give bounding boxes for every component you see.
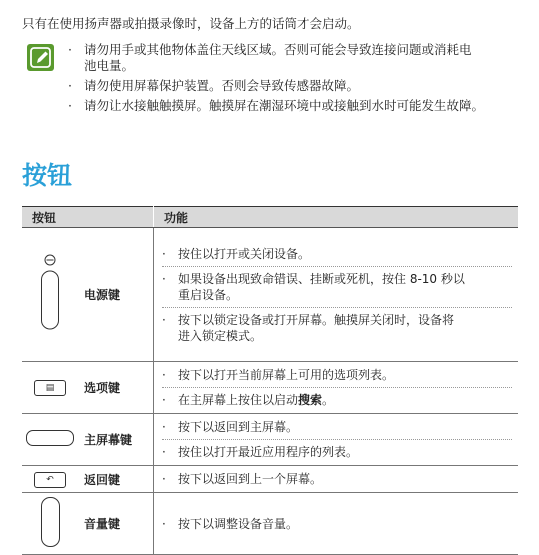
function-text: 在主屏幕上按住以启动	[178, 393, 299, 407]
bullet: ·	[68, 98, 72, 113]
function-item	[162, 439, 512, 460]
key-name: 电源键	[78, 228, 154, 362]
column-header-function: 功能	[154, 207, 519, 228]
key-name: 主屏幕键	[78, 414, 154, 466]
note-text-cont: 池电量。	[84, 58, 135, 73]
key-name: 选项键	[78, 362, 154, 414]
notes-list	[68, 42, 528, 118]
back-key-icon: ↶	[22, 466, 78, 493]
function-text: 按住以打开或关闭设备。	[178, 246, 311, 261]
function-text: 按下以打开当前屏幕上可用的选项列表。	[178, 368, 395, 382]
function-item	[162, 419, 512, 435]
bullet: ·	[162, 271, 166, 286]
table-row	[22, 362, 518, 414]
bullet: ·	[162, 246, 166, 261]
column-header-button: 按钮	[22, 207, 154, 228]
function-item	[162, 307, 512, 344]
power-key-icon	[22, 228, 78, 362]
function-item	[162, 246, 512, 262]
function-text-cont: 进入锁定模式。	[178, 328, 263, 343]
bullet: ·	[68, 78, 72, 93]
bullet: ·	[162, 516, 166, 531]
function-item	[162, 266, 512, 303]
function-text: 按下以锁定设备或打开屏幕。触摸屏关闭时，设备将	[178, 312, 455, 327]
key-name: 音量键	[78, 493, 154, 555]
function-text: 按下以返回到主屏幕。	[178, 420, 299, 434]
function-item	[162, 367, 512, 383]
bullet: ·	[162, 393, 166, 407]
function-cell	[154, 228, 519, 362]
buttons-table	[22, 206, 518, 555]
function-text: 按下以返回到上一个屏幕。	[178, 472, 323, 486]
function-item	[162, 516, 512, 532]
function-item	[162, 387, 512, 408]
table-row	[22, 414, 518, 466]
bullet: ·	[162, 368, 166, 382]
function-text: 按下以调整设备音量。	[178, 516, 299, 531]
function-cell	[154, 493, 519, 555]
table-header-row	[22, 207, 518, 228]
note-item	[68, 42, 528, 74]
home-key-icon	[22, 414, 78, 466]
pencil-note-icon	[27, 44, 54, 71]
note-item	[68, 78, 528, 94]
function-text-end: 。	[322, 393, 335, 407]
bullet: ·	[162, 472, 166, 486]
function-text: 如果设备出现致命错误、挂断或死机，按住 8-10 秒以	[178, 271, 465, 286]
function-cell	[154, 414, 519, 466]
table-row	[22, 228, 518, 362]
bullet: ·	[162, 445, 166, 459]
function-text: 按住以打开最近应用程序的列表。	[178, 445, 359, 459]
section-heading: 按钮	[22, 161, 73, 190]
key-name: 返回键	[78, 466, 154, 493]
function-text-cont: 重启设备。	[178, 287, 239, 302]
search-keyword: 搜索	[298, 393, 323, 407]
note-item	[68, 98, 528, 114]
bullet: ·	[162, 420, 166, 434]
table-row	[22, 466, 518, 493]
function-cell	[154, 466, 519, 493]
function-item	[162, 471, 512, 487]
intro-text: 只有在使用扬声器或拍摄录像时，设备上方的话筒才会启动。	[22, 16, 360, 31]
volume-key-icon	[22, 493, 78, 555]
function-cell	[154, 362, 519, 414]
menu-key-icon: ▤	[22, 362, 78, 414]
bullet: ·	[162, 312, 166, 327]
note-text: 请勿使用屏幕保护装置。否则会导致传感器故障。	[84, 78, 360, 93]
table-row	[22, 493, 518, 555]
note-text: 请勿让水接触触摸屏。触摸屏在潮湿环境中或接触到水时可能发生故障。	[84, 98, 485, 113]
bullet: ·	[68, 42, 72, 57]
note-text: 请勿用手或其他物体盖住天线区域。否则可能会导致连接问题或消耗电	[84, 42, 472, 57]
